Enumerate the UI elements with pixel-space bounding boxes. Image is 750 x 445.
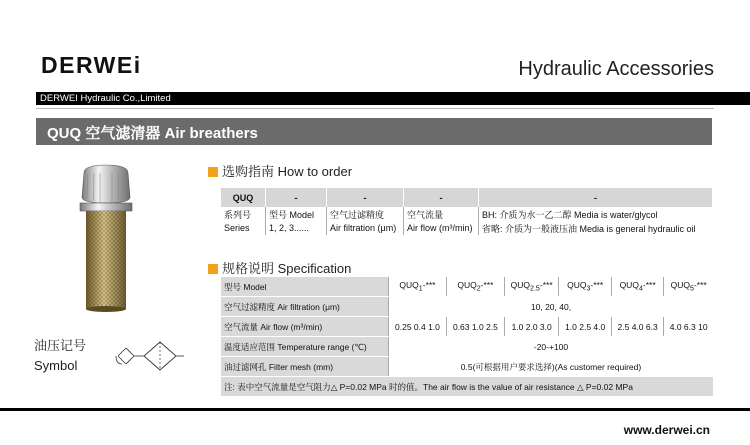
company-name: DERWEI Hydraulic Co.,Limited xyxy=(36,92,268,105)
symbol-label-cn: 油压记号 xyxy=(34,338,87,353)
spec-label: 空气过滤精度 Air filtration (μm) xyxy=(221,297,389,317)
air-breather-image xyxy=(56,163,156,313)
divider xyxy=(36,108,714,109)
spec-label: 型号 Model xyxy=(221,277,389,297)
order-code-cell: - xyxy=(404,188,479,207)
order-cell: Air filtration (μm) xyxy=(327,221,404,235)
company-logo: DERWEi xyxy=(41,52,142,78)
spec-label: 油过滤网孔 Filter mesh (mm) xyxy=(221,357,389,377)
bullet-square-icon xyxy=(208,264,218,274)
spec-value: 0.5(可根据用户要求选择)(As customer required) xyxy=(389,357,714,377)
page-title: Hydraulic Accessories xyxy=(518,58,714,80)
order-cell: 省略: 介质为一般液压油 Media is general hydraulic oil xyxy=(482,223,696,234)
airflow-cell: 0.63 1.0 2.5 xyxy=(446,317,504,337)
airflow-cell: 1.0 2.0 3.0 xyxy=(504,317,559,337)
footer-divider xyxy=(0,408,750,411)
bullet-square-icon xyxy=(208,167,218,177)
model-cell: $QUQ_5-***$ xyxy=(664,277,713,297)
airflow-cell: 4.0 6.3 10 xyxy=(664,317,713,337)
spec-label: 空气流量 Air flow (m³/min) xyxy=(221,317,389,337)
order-code-cell: QUQ xyxy=(221,188,266,207)
model-cell: $QUQ_2-***$ xyxy=(446,277,504,297)
order-cell: Series xyxy=(221,221,266,235)
order-cell: 型号 Model xyxy=(266,207,327,221)
order-cell: 空气过滤精度 xyxy=(327,207,404,221)
air-breather-symbol-icon xyxy=(108,338,186,374)
spec-label: 温度适应范围 Temperature range (℃) xyxy=(221,337,389,357)
order-cell: 系列号 xyxy=(221,207,266,221)
model-cell: $QUQ_3-***$ xyxy=(559,277,611,297)
order-cell: 空气流量 xyxy=(404,207,479,221)
section-banner xyxy=(36,118,712,145)
model-cell: $QUQ_1-***$ xyxy=(389,277,447,297)
order-cell: 1, 2, 3...... xyxy=(266,221,327,235)
order-code-cell: - xyxy=(479,188,713,207)
section-title: QUQ 空气滤清器 Air breathers xyxy=(47,125,258,142)
website-link[interactable]: www.derwei.cn xyxy=(623,423,710,437)
model-cell: $QUQ_{2.5}-***$ xyxy=(504,277,559,297)
order-heading: 选购指南 How to order xyxy=(208,161,352,180)
spec-value: 10, 20, 40, xyxy=(389,297,714,317)
airflow-cell: 1.0 2.5 4.0 xyxy=(559,317,611,337)
order-code-cell: - xyxy=(266,188,327,207)
model-cell: $QUQ_4-***$ xyxy=(611,277,663,297)
spec-heading: 规格说明 Specification xyxy=(208,258,351,277)
order-table xyxy=(221,188,713,235)
symbol-label xyxy=(34,336,86,376)
spec-note: 注: 表中空气流量是空气阻力△ P=0.02 MPa 时的值。The air flow is the value of air resistance △ P=0.02 MPa xyxy=(221,377,713,397)
symbol-label-en: Symbol xyxy=(34,358,78,373)
spec-value: -20-+100 xyxy=(389,337,714,357)
header-bar xyxy=(268,92,750,105)
airflow-cell: 0.25 0.4 1.0 xyxy=(389,317,447,337)
order-cell: Air flow (m³/min) xyxy=(404,221,479,235)
order-code-cell: - xyxy=(327,188,404,207)
spec-table xyxy=(221,277,713,397)
order-cell: BH: 介质为水一乙二醇 Media is water/glycol xyxy=(482,209,658,220)
airflow-cell: 2.5 4.0 6.3 xyxy=(611,317,663,337)
